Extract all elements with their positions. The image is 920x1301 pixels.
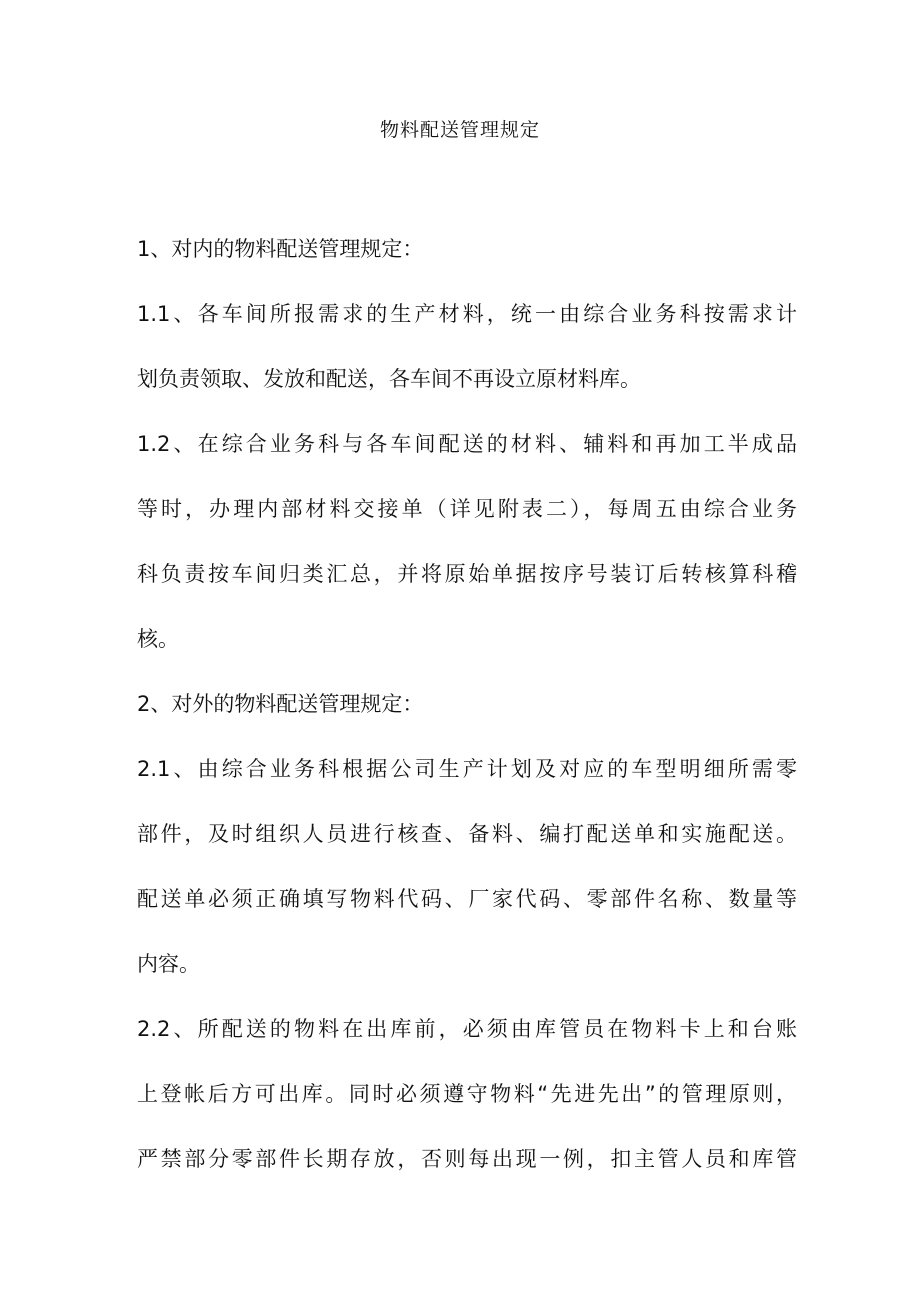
paragraph-line: 1.2、在综合业务科与各车间配送的材料、辅料和再加工半成品	[137, 432, 797, 456]
paragraph-line: 内容。	[137, 952, 200, 976]
paragraph-line: 上登帐后方可出库。同时必须遵守物料“先进先出”的管理原则，	[137, 1082, 797, 1106]
document-title: 物料配送管理规定	[379, 119, 540, 141]
paragraph-line: 划负责领取、发放和配送，各车间不再设立原材料库。	[137, 367, 641, 391]
paragraph-line: 配送单必须正确填写物料代码、厂家代码、零部件名称、数量等	[137, 887, 797, 911]
paragraph-line: 2.1、由综合业务科根据公司生产计划及对应的车型明细所需零	[137, 757, 797, 781]
heading-section-1: 1、对内的物料配送管理规定：	[137, 237, 424, 261]
paragraph-line: 1.1、各车间所报需求的生产材料，统一由综合业务科按需求计	[137, 302, 797, 326]
heading-section-2: 2、对外的物料配送管理规定：	[137, 692, 424, 716]
paragraph-line: 部件，及时组织人员进行核查、备料、编打配送单和实施配送。	[137, 822, 797, 846]
paragraph-line: 等时，办理内部材料交接单（详见附表二），每周五由综合业务	[137, 497, 797, 521]
paragraph-line: 严禁部分零部件长期存放，否则每出现一例，扣主管人员和库管	[137, 1147, 797, 1171]
paragraph-line: 核。	[137, 627, 179, 651]
paragraph-line: 2.2、所配送的物料在出库前，必须由库管员在物料卡上和台账	[137, 1017, 797, 1041]
paragraph-line: 科负责按车间归类汇总，并将原始单据按序号装订后转核算科稽	[137, 562, 797, 586]
